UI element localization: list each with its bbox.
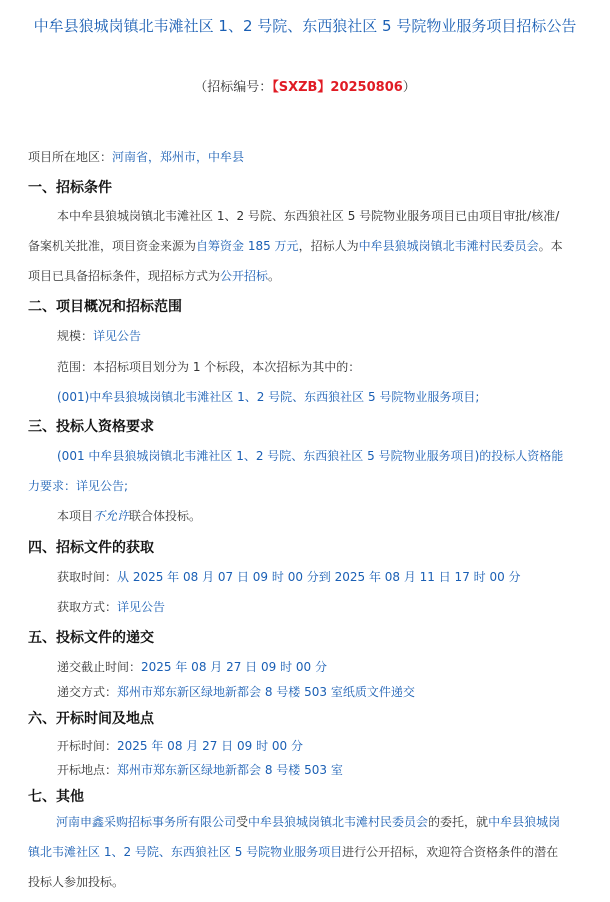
tender-code-value: 【SXZB】20250806	[272, 80, 403, 95]
scale-value: 详见公告	[93, 329, 142, 343]
agency-name: 河南申鑫采购招标事务所有限公司	[56, 815, 237, 829]
section-1-body: 本中牟县狼城岗镇北韦滩社区 1、2 号院、东西狼社区 5 号院物业服务项目已由项目审批/核准/备案机关批准，项目资金来源为自筹资金 185 万元，招标人为中牟县狼城岗镇北韦滩村民委员会。本项目已具备招标条件，现招标方式为公开招标。	[28, 209, 563, 283]
joint-bid-line: 本项目不允许联合体投标。	[57, 509, 202, 523]
tender-code: （招标编号：【SXZB】20250806）	[194, 80, 416, 95]
section-7-heading: 七、其他	[28, 789, 84, 805]
page-title: 中牟县狼城岗镇北韦滩社区 1、2 号院、东西狼社区 5 号院物业服务项目招标公告	[33, 17, 577, 35]
section-1-heading: 一、招标条件	[28, 180, 112, 196]
obtain-time-line: 获取时间：从 2025 年 08 月 07 日 09 时 00 分到 2025 年 08 月 11 日 17 时 00 分	[57, 570, 521, 584]
open-place-line: 开标地点：郑州市郑东新区绿地新都会 8 号楼 503 室	[57, 763, 343, 777]
fund-source: 自筹资金 185 万元	[196, 239, 299, 253]
submit-method-value: 郑州市郑东新区绿地新都会 8 号楼 503 室纸质文件递交	[117, 685, 415, 699]
tenderer-name: 中牟县狼城岗镇北韦滩村民委员会	[358, 239, 539, 253]
section-3-heading: 三、投标人资格要求	[28, 419, 154, 435]
section-7-body: 河南申鑫采购招标事务所有限公司受中牟县狼城岗镇北韦滩村民委员会的委托，就中牟县狼城岗镇北韦滩社区 1、2 号院、东西狼社区 5 号院物业服务项目进行公开招标，欢迎符合资格条件的潜在投标人参加投标。	[28, 815, 561, 889]
project-region: 项目所在地区：河南省，郑州市，中牟县	[28, 150, 245, 164]
qualification-requirement: (001 中牟县狼城岗镇北韦滩社区 1、2 号院、东西狼社区 5 号院物业服务项目)的投标人资格能力要求：详见公告;	[28, 449, 564, 493]
open-place-value: 郑州市郑东新区绿地新都会 8 号楼 503 室	[117, 763, 343, 777]
section-4-heading: 四、招标文件的获取	[28, 540, 154, 556]
obtain-time-value: 从 2025 年 08 月 07 日 09 时 00 分到 2025 年 08 月 11 日 17 时 00 分	[117, 570, 521, 584]
lot-item: (001)中牟县狼城岗镇北韦滩社区 1、2 号院、东西狼社区 5 号院物业服务项目;	[57, 390, 480, 404]
obtain-method-line: 获取方式：详见公告	[57, 600, 166, 614]
project-name: 中牟县狼城岗镇北韦滩社区 1、2 号院、东西狼社区 5 号院物业服务项目	[28, 815, 561, 859]
joint-bid-value: 不允许	[93, 509, 130, 523]
submit-deadline-value: 2025 年 08 月 27 日 09 时 00 分	[141, 660, 327, 674]
region-value: 河南省，郑州市，中牟县	[112, 150, 245, 164]
submit-deadline-line: 递交截止时间：2025 年 08 月 27 日 09 时 00 分	[57, 660, 327, 674]
open-time-line: 开标时间：2025 年 08 月 27 日 09 时 00 分	[57, 739, 303, 753]
scope-line: 范围：本招标项目划分为 1 个标段，本次招标为其中的：	[57, 360, 361, 374]
open-time-value: 2025 年 08 月 27 日 09 时 00 分	[117, 739, 303, 753]
tender-method: 公开招标	[220, 269, 269, 283]
section-2-heading: 二、项目概况和招标范围	[28, 299, 182, 315]
section-5-heading: 五、投标文件的递交	[28, 630, 154, 646]
submit-method-line: 递交方式：郑州市郑东新区绿地新都会 8 号楼 503 室纸质文件递交	[57, 685, 415, 699]
obtain-method-value: 详见公告	[117, 600, 166, 614]
scale-line: 规模：详见公告	[57, 329, 142, 343]
entrusting-tenderer: 中牟县狼城岗镇北韦滩村民委员会	[248, 815, 429, 829]
section-6-heading: 六、开标时间及地点	[28, 711, 154, 727]
